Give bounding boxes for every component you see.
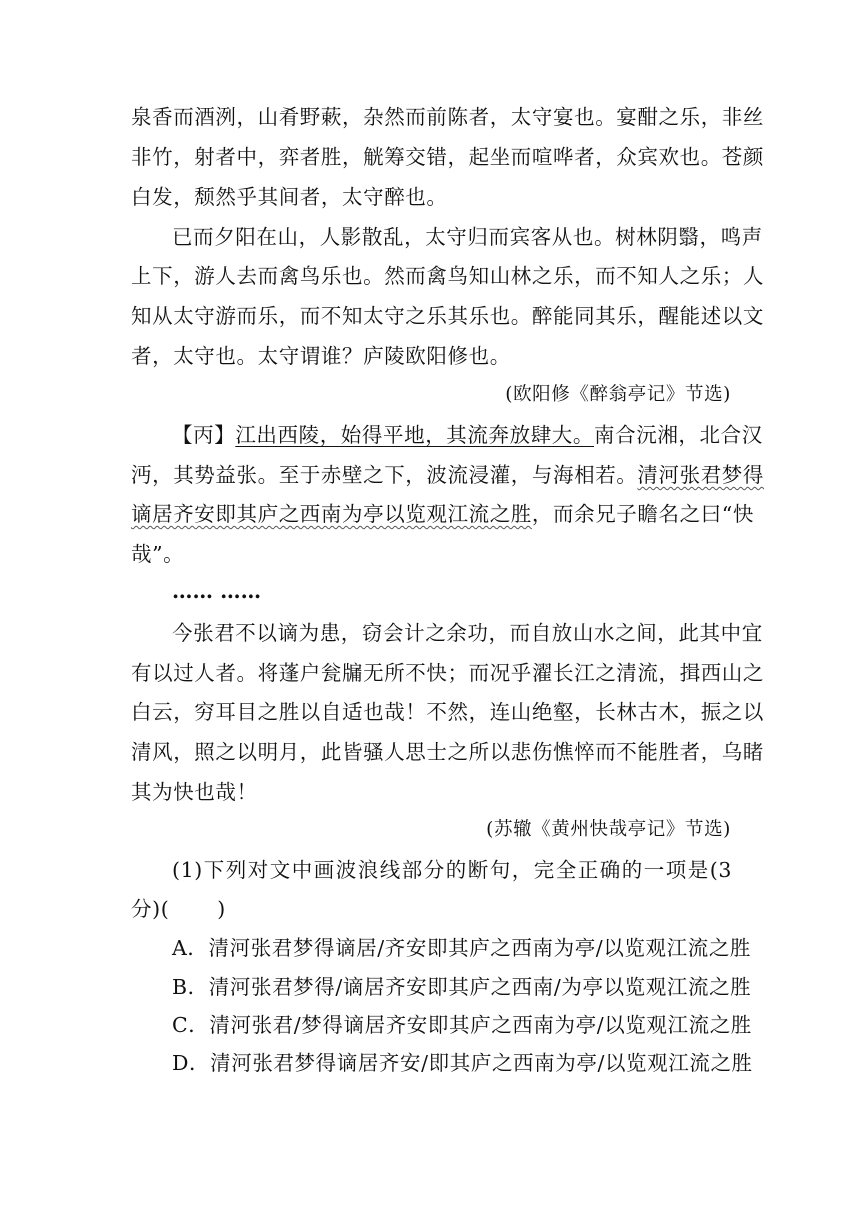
passage-bing-line-2 (131, 461, 765, 489)
question-paren-close: ) (217, 897, 226, 921)
option-c[interactable]: C．清河张君/梦得谪居齐安即其庐之西南为亭/以览观江流之胜 (172, 1013, 752, 1037)
question-stem-cont (131, 895, 731, 923)
passage-line: 白云，穷耳目之胜以自适也哉！不然，连山绝壑，长林古木，振之以 (131, 700, 764, 724)
passage-line: 非竹，射者中，弈者胜，觥筹交错，起坐而喧哗者，众宾欢也。苍颜 (131, 145, 764, 169)
passage-tag: 【丙】 (172, 423, 236, 447)
option-b[interactable]: B．清河张君梦得/谪居齐安即其庐之西南/为亭以览观江流之胜 (172, 975, 752, 999)
passage-line: 上下，游人去而禽鸟乐也。然而禽鸟知山林之乐，而不知人之乐；人 (131, 264, 764, 288)
passage-bing-line-1 (172, 421, 763, 449)
passage-text: 南合沅湘，北合汉 (594, 423, 763, 447)
passage-text: 沔，其势益张。至于赤壁之下，波流浸灌，与海相若。 (131, 463, 638, 487)
passage-text: ，而余兄子瞻名之曰“快 (531, 502, 754, 526)
passage-line: 有以过人者。将蓬户瓮牖无所不快；而况乎濯长江之清流，揖西山之 (131, 661, 764, 685)
passage-line: 者，太守也。太守谓谁？庐陵欧阳修也。 (131, 344, 511, 368)
passage-line: 白发，颓然乎其间者，太守醉也。 (131, 185, 448, 209)
underlined-text: 江出西陵，始得平地，其流奔放肆大。 (235, 423, 595, 447)
question-score: 分)( (131, 897, 170, 921)
passage-line: 泉香而酒洌，山肴野蔌，杂然而前陈者，太守宴也。宴酣之乐，非丝 (131, 105, 764, 129)
wavy-underlined-text: 谪居齐安即其庐之西南为亭以览观江流之胜 (131, 502, 532, 526)
passage-line: 清风，照之以明月，此皆骚人思士之所以悲伤憔悴而不能胜者，乌睹 (131, 740, 764, 764)
source-citation: (苏辙《黄州快哉亭记》节选) (486, 819, 731, 840)
passage-line: 已而夕阳在山，人影散乱，太守归而宾客从也。树林阴翳，鸣声 (172, 225, 763, 249)
wavy-underlined-text: 清河张君梦得 (637, 463, 765, 487)
option-a[interactable]: A．清河张君梦得谪居/齐安即其庐之西南为亭/以览观江流之胜 (172, 936, 752, 960)
ellipsis: …… …… (172, 579, 262, 603)
passage-line: 其为快也哉！ (131, 780, 258, 804)
source-citation: (欧阳修《醉翁亭记》节选) (505, 384, 731, 405)
option-d[interactable]: D．清河张君梦得谪居齐安/即其庐之西南为亭/以览观江流之胜 (172, 1051, 753, 1075)
question-stem: (1)下列对文中画波浪线部分的断句，完全正确的一项是(3 (172, 858, 732, 882)
passage-line: 今张君不以谪为患，窃会计之余功，而自放山水之间，此其中宜 (172, 621, 763, 645)
passage-line: 知从太守游而乐，而不知太守之乐其乐也。醉能同其乐，醒能述以文 (131, 304, 764, 328)
passage-line: 哉”。 (131, 542, 185, 566)
passage-bing-line-3 (131, 500, 754, 528)
